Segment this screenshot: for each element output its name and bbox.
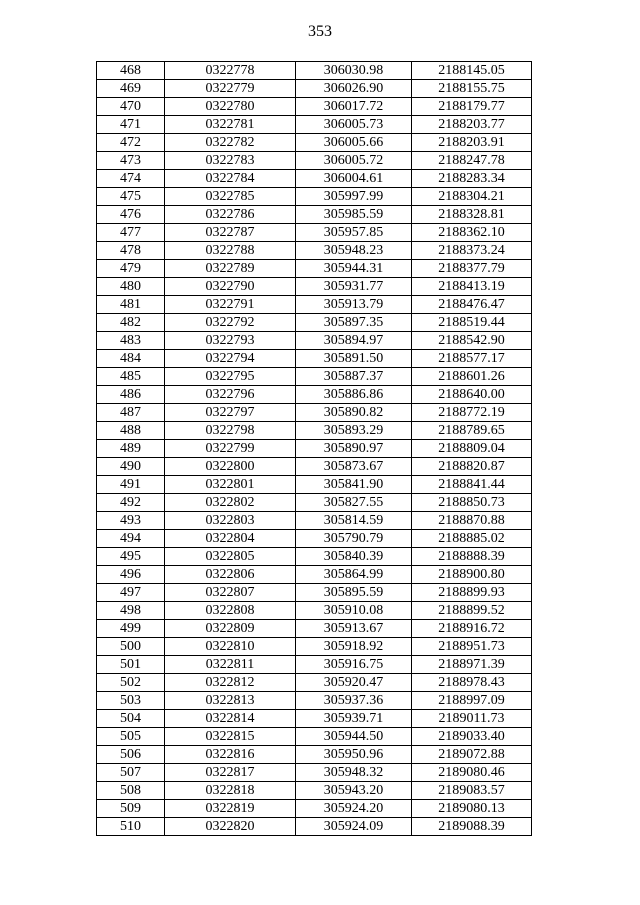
row-number-cell: 495	[97, 548, 165, 566]
y-coordinate-cell: 2188203.77	[412, 116, 532, 134]
point-id-cell: 0322790	[165, 278, 296, 296]
table-row	[97, 440, 532, 458]
row-number-cell: 482	[97, 314, 165, 332]
table-row	[97, 422, 532, 440]
x-coordinate-cell: 305920.47	[296, 674, 412, 692]
x-coordinate-cell: 305891.50	[296, 350, 412, 368]
row-number-cell: 473	[97, 152, 165, 170]
table-row	[97, 764, 532, 782]
y-coordinate-cell: 2188899.93	[412, 584, 532, 602]
point-id-cell: 0322816	[165, 746, 296, 764]
x-coordinate-cell: 305827.55	[296, 494, 412, 512]
y-coordinate-cell: 2188841.44	[412, 476, 532, 494]
x-coordinate-cell: 305890.97	[296, 440, 412, 458]
table-row	[97, 332, 532, 350]
x-coordinate-cell: 305890.82	[296, 404, 412, 422]
x-coordinate-cell: 305924.09	[296, 818, 412, 836]
table-row	[97, 260, 532, 278]
y-coordinate-cell: 2188951.73	[412, 638, 532, 656]
point-id-cell: 0322800	[165, 458, 296, 476]
x-coordinate-cell: 305895.59	[296, 584, 412, 602]
x-coordinate-cell: 305937.36	[296, 692, 412, 710]
point-id-cell: 0322801	[165, 476, 296, 494]
point-id-cell: 0322802	[165, 494, 296, 512]
row-number-cell: 500	[97, 638, 165, 656]
x-coordinate-cell: 305894.97	[296, 332, 412, 350]
x-coordinate-cell: 305944.31	[296, 260, 412, 278]
y-coordinate-cell: 2188772.19	[412, 404, 532, 422]
y-coordinate-cell: 2188899.52	[412, 602, 532, 620]
point-id-cell: 0322788	[165, 242, 296, 260]
table-row	[97, 278, 532, 296]
y-coordinate-cell: 2188809.04	[412, 440, 532, 458]
point-id-cell: 0322818	[165, 782, 296, 800]
point-id-cell: 0322789	[165, 260, 296, 278]
point-id-cell: 0322792	[165, 314, 296, 332]
table-body	[97, 62, 532, 836]
y-coordinate-cell: 2188820.87	[412, 458, 532, 476]
point-id-cell: 0322814	[165, 710, 296, 728]
y-coordinate-cell: 2189033.40	[412, 728, 532, 746]
table-row	[97, 152, 532, 170]
table-row	[97, 584, 532, 602]
row-number-cell: 504	[97, 710, 165, 728]
row-number-cell: 472	[97, 134, 165, 152]
x-coordinate-cell: 305893.29	[296, 422, 412, 440]
y-coordinate-cell: 2188155.75	[412, 80, 532, 98]
point-id-cell: 0322803	[165, 512, 296, 530]
x-coordinate-cell: 305939.71	[296, 710, 412, 728]
y-coordinate-cell: 2189083.57	[412, 782, 532, 800]
row-number-cell: 487	[97, 404, 165, 422]
point-id-cell: 0322784	[165, 170, 296, 188]
table-row	[97, 368, 532, 386]
table-row	[97, 692, 532, 710]
row-number-cell: 510	[97, 818, 165, 836]
table-row	[97, 134, 532, 152]
row-number-cell: 509	[97, 800, 165, 818]
table-row	[97, 494, 532, 512]
y-coordinate-cell: 2188203.91	[412, 134, 532, 152]
x-coordinate-cell: 305897.35	[296, 314, 412, 332]
table-row	[97, 728, 532, 746]
y-coordinate-cell: 2188640.00	[412, 386, 532, 404]
x-coordinate-cell: 305886.86	[296, 386, 412, 404]
point-id-cell: 0322809	[165, 620, 296, 638]
row-number-cell: 491	[97, 476, 165, 494]
table-row	[97, 800, 532, 818]
point-id-cell: 0322798	[165, 422, 296, 440]
point-id-cell: 0322793	[165, 332, 296, 350]
y-coordinate-cell: 2188373.24	[412, 242, 532, 260]
row-number-cell: 502	[97, 674, 165, 692]
row-number-cell: 469	[97, 80, 165, 98]
y-coordinate-cell: 2188888.39	[412, 548, 532, 566]
point-id-cell: 0322815	[165, 728, 296, 746]
row-number-cell: 489	[97, 440, 165, 458]
point-id-cell: 0322787	[165, 224, 296, 242]
x-coordinate-cell: 305997.99	[296, 188, 412, 206]
table-row	[97, 566, 532, 584]
point-id-cell: 0322813	[165, 692, 296, 710]
table-row	[97, 242, 532, 260]
point-id-cell: 0322817	[165, 764, 296, 782]
x-coordinate-cell: 305841.90	[296, 476, 412, 494]
y-coordinate-cell: 2189080.13	[412, 800, 532, 818]
y-coordinate-cell: 2188542.90	[412, 332, 532, 350]
table-row	[97, 98, 532, 116]
y-coordinate-cell: 2188179.77	[412, 98, 532, 116]
point-id-cell: 0322811	[165, 656, 296, 674]
y-coordinate-cell: 2188850.73	[412, 494, 532, 512]
row-number-cell: 480	[97, 278, 165, 296]
row-number-cell: 508	[97, 782, 165, 800]
y-coordinate-cell: 2188328.81	[412, 206, 532, 224]
table-row	[97, 656, 532, 674]
x-coordinate-cell: 306026.90	[296, 80, 412, 98]
row-number-cell: 493	[97, 512, 165, 530]
table-row	[97, 386, 532, 404]
point-id-cell: 0322785	[165, 188, 296, 206]
point-id-cell: 0322781	[165, 116, 296, 134]
x-coordinate-cell: 305924.20	[296, 800, 412, 818]
x-coordinate-cell: 305918.92	[296, 638, 412, 656]
row-number-cell: 488	[97, 422, 165, 440]
page-number: 353	[308, 23, 332, 40]
table-row	[97, 674, 532, 692]
point-id-cell: 0322794	[165, 350, 296, 368]
y-coordinate-cell: 2188789.65	[412, 422, 532, 440]
table-row	[97, 620, 532, 638]
point-id-cell: 0322778	[165, 62, 296, 80]
table-row	[97, 746, 532, 764]
x-coordinate-cell: 305913.79	[296, 296, 412, 314]
row-number-cell: 496	[97, 566, 165, 584]
row-number-cell: 468	[97, 62, 165, 80]
table-row	[97, 512, 532, 530]
point-id-cell: 0322808	[165, 602, 296, 620]
row-number-cell: 474	[97, 170, 165, 188]
coordinates-table	[96, 61, 532, 836]
x-coordinate-cell: 306005.72	[296, 152, 412, 170]
row-number-cell: 475	[97, 188, 165, 206]
x-coordinate-cell: 305814.59	[296, 512, 412, 530]
row-number-cell: 483	[97, 332, 165, 350]
x-coordinate-cell: 305873.67	[296, 458, 412, 476]
row-number-cell: 503	[97, 692, 165, 710]
x-coordinate-cell: 305913.67	[296, 620, 412, 638]
x-coordinate-cell: 305950.96	[296, 746, 412, 764]
point-id-cell: 0322797	[165, 404, 296, 422]
table-row	[97, 314, 532, 332]
y-coordinate-cell: 2188870.88	[412, 512, 532, 530]
table-row	[97, 638, 532, 656]
x-coordinate-cell: 305957.85	[296, 224, 412, 242]
point-id-cell: 0322783	[165, 152, 296, 170]
table-row	[97, 188, 532, 206]
row-number-cell: 494	[97, 530, 165, 548]
table-row	[97, 116, 532, 134]
point-id-cell: 0322786	[165, 206, 296, 224]
x-coordinate-cell: 305910.08	[296, 602, 412, 620]
x-coordinate-cell: 306005.73	[296, 116, 412, 134]
row-number-cell: 507	[97, 764, 165, 782]
y-coordinate-cell: 2188900.80	[412, 566, 532, 584]
row-number-cell: 470	[97, 98, 165, 116]
y-coordinate-cell: 2188476.47	[412, 296, 532, 314]
point-id-cell: 0322819	[165, 800, 296, 818]
row-number-cell: 506	[97, 746, 165, 764]
x-coordinate-cell: 305948.23	[296, 242, 412, 260]
point-id-cell: 0322807	[165, 584, 296, 602]
table-row	[97, 818, 532, 836]
y-coordinate-cell: 2188971.39	[412, 656, 532, 674]
x-coordinate-cell: 305887.37	[296, 368, 412, 386]
x-coordinate-cell: 305864.99	[296, 566, 412, 584]
x-coordinate-cell: 305985.59	[296, 206, 412, 224]
y-coordinate-cell: 2188978.43	[412, 674, 532, 692]
table-row	[97, 458, 532, 476]
point-id-cell: 0322795	[165, 368, 296, 386]
x-coordinate-cell: 305931.77	[296, 278, 412, 296]
y-coordinate-cell: 2188601.26	[412, 368, 532, 386]
row-number-cell: 497	[97, 584, 165, 602]
table-row	[97, 296, 532, 314]
row-number-cell: 485	[97, 368, 165, 386]
point-id-cell: 0322791	[165, 296, 296, 314]
row-number-cell: 481	[97, 296, 165, 314]
row-number-cell: 501	[97, 656, 165, 674]
row-number-cell: 486	[97, 386, 165, 404]
y-coordinate-cell: 2188362.10	[412, 224, 532, 242]
point-id-cell: 0322782	[165, 134, 296, 152]
row-number-cell: 478	[97, 242, 165, 260]
x-coordinate-cell: 306005.66	[296, 134, 412, 152]
row-number-cell: 499	[97, 620, 165, 638]
x-coordinate-cell: 305840.39	[296, 548, 412, 566]
x-coordinate-cell: 305943.20	[296, 782, 412, 800]
point-id-cell: 0322810	[165, 638, 296, 656]
row-number-cell: 476	[97, 206, 165, 224]
row-number-cell: 505	[97, 728, 165, 746]
y-coordinate-cell: 2188997.09	[412, 692, 532, 710]
row-number-cell: 484	[97, 350, 165, 368]
row-number-cell: 492	[97, 494, 165, 512]
y-coordinate-cell: 2188519.44	[412, 314, 532, 332]
y-coordinate-cell: 2188377.79	[412, 260, 532, 278]
table-row	[97, 206, 532, 224]
y-coordinate-cell: 2189072.88	[412, 746, 532, 764]
point-id-cell: 0322780	[165, 98, 296, 116]
table-row	[97, 782, 532, 800]
y-coordinate-cell: 2188413.19	[412, 278, 532, 296]
table-row	[97, 170, 532, 188]
y-coordinate-cell: 2189088.39	[412, 818, 532, 836]
table-row	[97, 404, 532, 422]
point-id-cell: 0322806	[165, 566, 296, 584]
point-id-cell: 0322820	[165, 818, 296, 836]
table-row	[97, 62, 532, 80]
y-coordinate-cell: 2189011.73	[412, 710, 532, 728]
point-id-cell: 0322805	[165, 548, 296, 566]
table-row	[97, 350, 532, 368]
y-coordinate-cell: 2188885.02	[412, 530, 532, 548]
table-row	[97, 476, 532, 494]
y-coordinate-cell: 2188145.05	[412, 62, 532, 80]
y-coordinate-cell: 2188247.78	[412, 152, 532, 170]
y-coordinate-cell: 2188916.72	[412, 620, 532, 638]
x-coordinate-cell: 305948.32	[296, 764, 412, 782]
table-row	[97, 530, 532, 548]
table-row	[97, 80, 532, 98]
x-coordinate-cell: 306030.98	[296, 62, 412, 80]
x-coordinate-cell: 305790.79	[296, 530, 412, 548]
point-id-cell: 0322799	[165, 440, 296, 458]
x-coordinate-cell: 305944.50	[296, 728, 412, 746]
row-number-cell: 477	[97, 224, 165, 242]
y-coordinate-cell: 2188577.17	[412, 350, 532, 368]
point-id-cell: 0322804	[165, 530, 296, 548]
x-coordinate-cell: 305916.75	[296, 656, 412, 674]
table-row	[97, 548, 532, 566]
table-row	[97, 224, 532, 242]
row-number-cell: 471	[97, 116, 165, 134]
point-id-cell: 0322812	[165, 674, 296, 692]
row-number-cell: 498	[97, 602, 165, 620]
point-id-cell: 0322779	[165, 80, 296, 98]
table-row	[97, 710, 532, 728]
row-number-cell: 490	[97, 458, 165, 476]
y-coordinate-cell: 2188283.34	[412, 170, 532, 188]
y-coordinate-cell: 2189080.46	[412, 764, 532, 782]
row-number-cell: 479	[97, 260, 165, 278]
table-row	[97, 602, 532, 620]
x-coordinate-cell: 306017.72	[296, 98, 412, 116]
y-coordinate-cell: 2188304.21	[412, 188, 532, 206]
point-id-cell: 0322796	[165, 386, 296, 404]
x-coordinate-cell: 306004.61	[296, 170, 412, 188]
